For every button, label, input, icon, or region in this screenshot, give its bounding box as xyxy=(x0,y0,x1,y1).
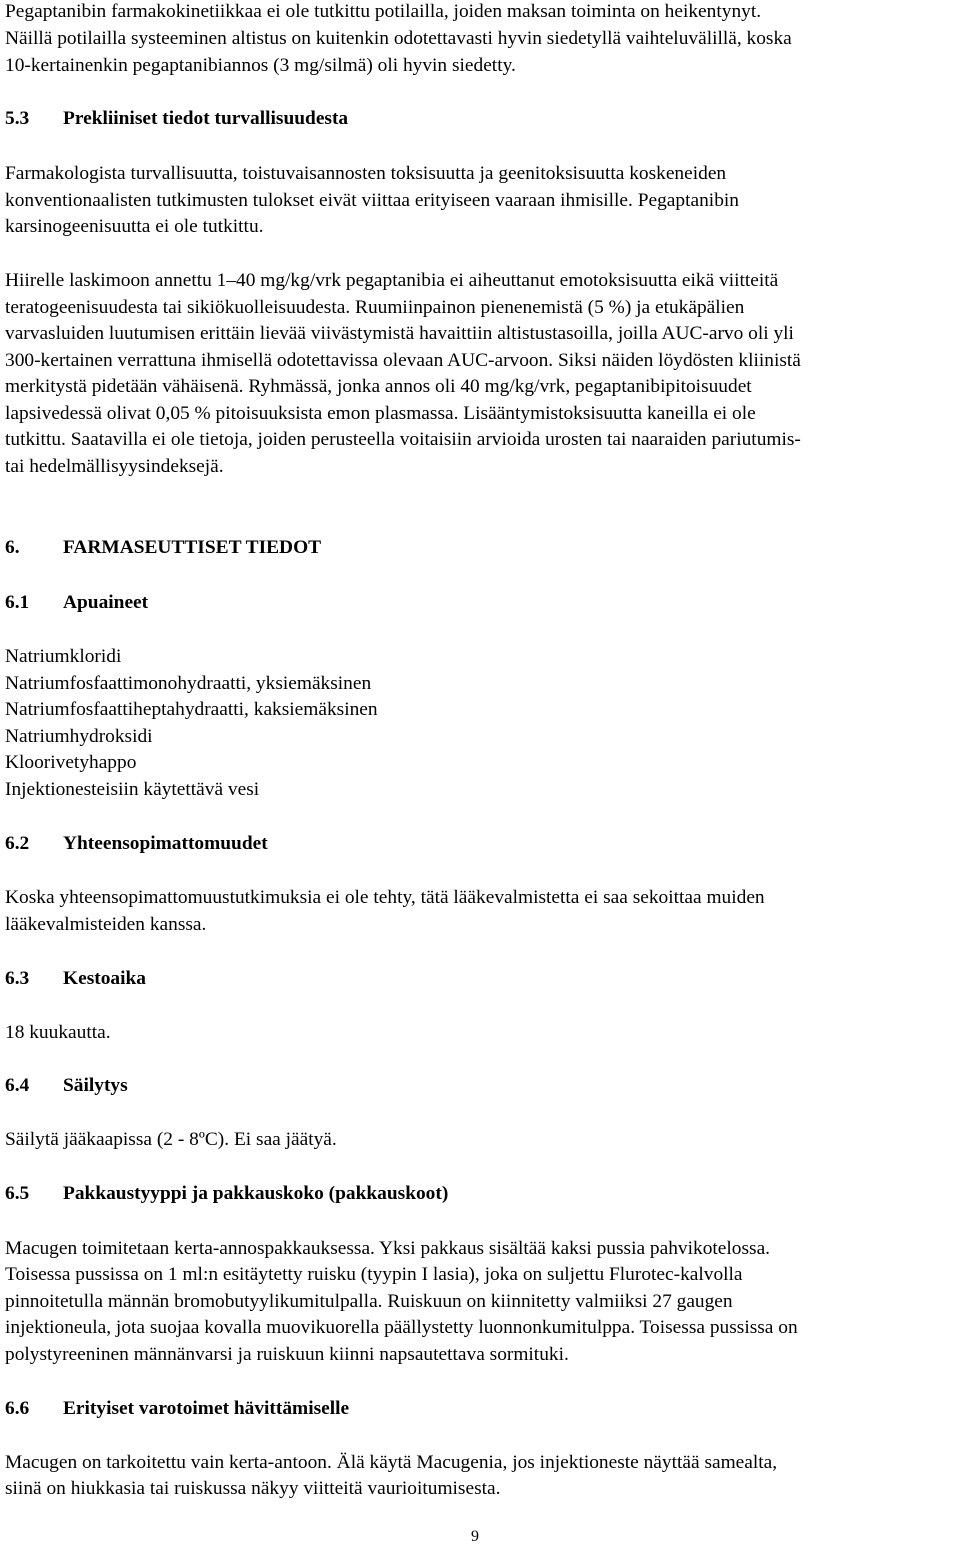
section-heading-6-2 xyxy=(5,832,268,856)
section-number: 6. xyxy=(5,537,20,558)
body-text-line: Näillä potilailla systeeminen altistus on kuitenkin odotettavasti hyvin siedetyllä vaihteluvälillä, koska xyxy=(5,28,792,49)
section-title: Yhteensopimattomuudet xyxy=(63,833,268,854)
section-heading-6-6 xyxy=(5,1397,349,1421)
section-heading-6-4 xyxy=(5,1074,128,1098)
list-item: Natriumfosfaattiheptahydraatti, kaksiemäksinen xyxy=(5,699,378,720)
section-title: Säilytys xyxy=(63,1075,128,1096)
list-item: Natriumhydroksidi xyxy=(5,726,153,747)
section-title: Prekliiniset tiedot turvallisuudesta xyxy=(63,108,349,129)
body-text-line: injektioneula, jota suojaa kovalla muovikuorella päällystetty luonnonkumitulppa. Toisessa pussissa on xyxy=(5,1317,798,1338)
section-number: 6.3 xyxy=(5,968,30,989)
body-text-line: Toisessa pussissa on 1 ml:n esitäytetty ruisku (tyypin I lasia), joka on suljettu Flurotec-kalvolla xyxy=(5,1264,743,1285)
section-number: 6.4 xyxy=(5,1075,30,1096)
body-text-line: Koska yhteensopimattomuustutkimuksia ei ole tehty, tätä lääkevalmistetta ei saa sekoittaa muiden xyxy=(5,887,765,908)
section-number: 6.1 xyxy=(5,592,30,613)
section-number: 6.5 xyxy=(5,1183,30,1204)
body-text-line: konventionaalisten tutkimusten tulokset eivät viittaa erityiseen vaaraan ihmisille. Pegaptanibin xyxy=(5,190,739,211)
body-text-line: 300-kertainen verrattuna ihmisellä odotettavissa olevaan AUC-arvoon. Siksi näiden löydösten kliinistä xyxy=(5,350,801,371)
section-heading-6-5 xyxy=(5,1182,448,1206)
body-text-line: tutkittu. Saatavilla ei ole tietoja, joiden perusteella voitaisiin arvioida urosten tai naaraiden pariutumis- xyxy=(5,429,801,450)
body-text-line: varvasluiden luutumisen erittäin lievää viivästymistä havaittiin altistustasoilla, joilla AUC-arvo oli yli xyxy=(5,323,794,344)
body-text-line: Hiirelle laskimoon annettu 1–40 mg/kg/vrk pegaptanibia ei aiheuttanut emotoksisuutta eikä viitteitä xyxy=(5,270,779,291)
body-text-line: 10-kertainenkin pegaptanibiannos (3 mg/silmä) oli hyvin siedetty. xyxy=(5,55,516,76)
section-heading-6-1 xyxy=(5,591,148,615)
body-text-line: merkitystä pidetään vähäisenä. Ryhmässä, jonka annos oli 40 mg/kg/vrk, pegaptanibipitoisuudet xyxy=(5,376,752,397)
section-title: Kestoaika xyxy=(63,968,146,989)
section-heading-6 xyxy=(5,536,321,560)
list-item: Injektionesteisiin käytettävä vesi xyxy=(5,779,260,800)
body-text-line: Farmakologista turvallisuutta, toistuvaisannosten toksisuutta ja geenitoksisuutta koskeneiden xyxy=(5,163,727,184)
section-heading-5-3 xyxy=(5,107,348,131)
body-text-line: tai hedelmällisyysindeksejä. xyxy=(5,456,224,477)
section-title: Apuaineet xyxy=(63,592,149,613)
body-text-line: karsinogeenisuutta ei ole tutkittu. xyxy=(5,216,264,237)
body-text-line: pinnoitetulla männän bromobutyylikumitulpalla. Ruiskuun on kiinnitetty valmiiksi 27 gaugen xyxy=(5,1291,733,1312)
section-number: 6.2 xyxy=(5,833,30,854)
body-text-line: Pegaptanibin farmakokinetiikkaa ei ole tutkittu potilailla, joiden maksan toiminta on heikentynyt. xyxy=(5,1,762,22)
body-text-line: lapsivedessä olivat 0,05 % pitoisuuksista emon plasmassa. Lisääntymistoksisuutta kaneilla ei ole xyxy=(5,403,756,424)
body-text-line: Macugen toimitetaan kerta-annospakkauksessa. Yksi pakkaus sisältää kaksi pussia pahvikotelossa. xyxy=(5,1238,771,1259)
list-item: Natriumkloridi xyxy=(5,646,122,667)
body-text-line: Säilytä jääkaapissa (2 - 8ºC). Ei saa jäätyä. xyxy=(5,1129,337,1150)
section-number: 5.3 xyxy=(5,108,30,129)
body-text-line: Macugen on tarkoitettu vain kerta-antoon. Älä käytä Macugenia, jos injektioneste näyttää samealta, xyxy=(5,1452,778,1473)
body-text-line: lääkevalmisteiden kanssa. xyxy=(5,914,207,935)
section-title: FARMASEUTTISET TIEDOT xyxy=(63,537,322,558)
body-text-line: teratogeenisuudesta tai sikiökuolleisuudesta. Ruumiinpainon pienenemistä (5 %) ja etukäpälien xyxy=(5,297,745,318)
section-title: Erityiset varotoimet hävittämiselle xyxy=(63,1398,350,1419)
body-text-line: polystyreeninen männänvarsi ja ruiskuun kiinni napsautettava sormituki. xyxy=(5,1344,569,1365)
list-item: Kloorivetyhappo xyxy=(5,752,137,773)
body-text-line: siinä on hiukkasia tai ruiskussa näkyy viitteitä vaurioitumisesta. xyxy=(5,1478,501,1499)
section-number: 6.6 xyxy=(5,1398,30,1419)
page-number: 9 xyxy=(471,1528,479,1545)
section-title: Pakkaustyyppi ja pakkauskoko (pakkauskoot) xyxy=(63,1183,449,1204)
section-heading-6-3 xyxy=(5,967,146,991)
body-text-line: 18 kuukautta. xyxy=(5,1022,111,1043)
list-item: Natriumfosfaattimonohydraatti, yksiemäksinen xyxy=(5,673,372,694)
